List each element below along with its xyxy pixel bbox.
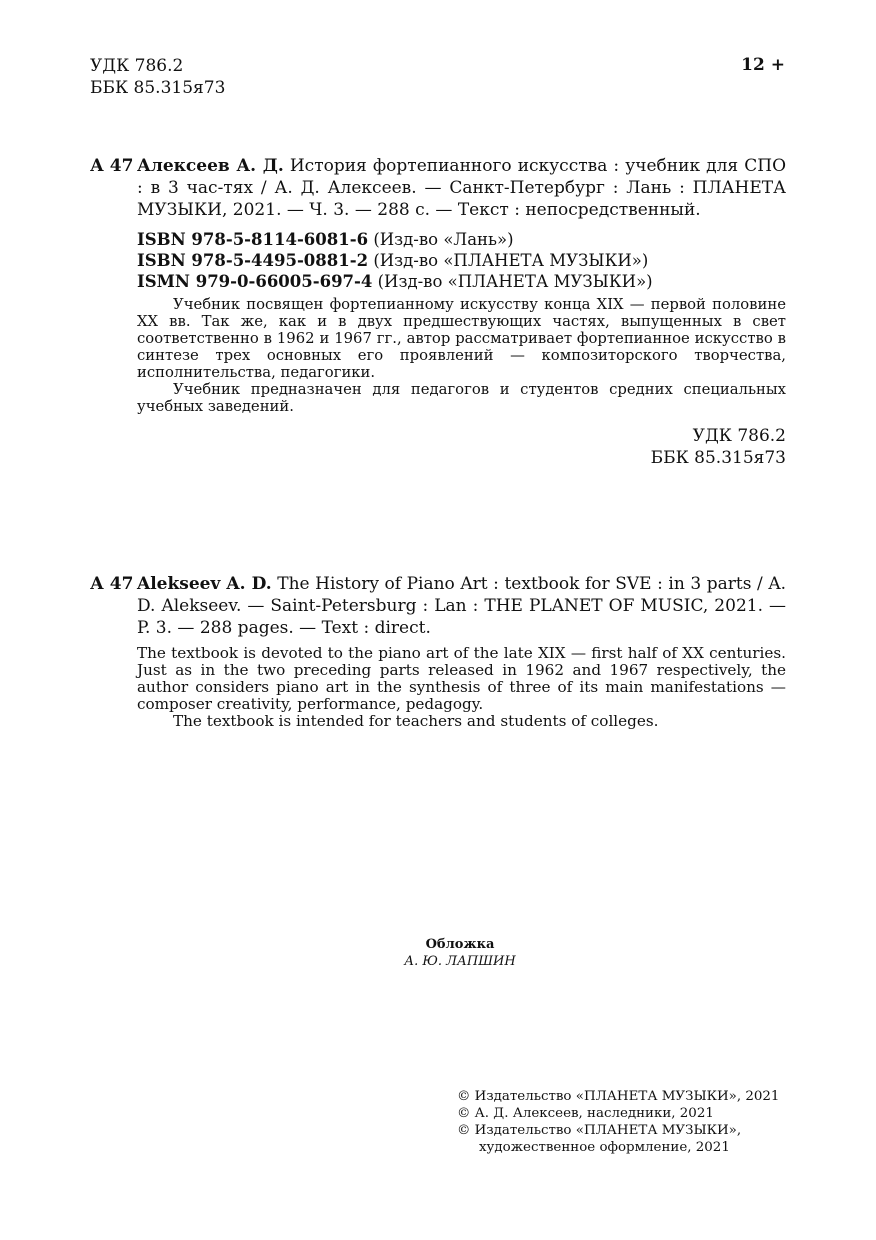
en-author-mark: А 47	[90, 574, 134, 594]
isbn-number: ISBN 978-5-4495-0881-2	[137, 251, 369, 270]
ru-annotation-paragraph-1: Учебник посвящен фортепианному искусству конца XIX — первой половине XX вв. Так же, как и в двух предшествующих частях, выпущенных в свет соответственно в 1962 и 1967 гг., автор рассматривает фортепианное искусство в синтезе трех основных его проявлений — композиторского творчества, исполнительства, педагогики.	[137, 296, 786, 381]
isbn-number: ISBN 978-5-8114-6081-6	[137, 230, 369, 249]
ru-description-paragraph	[90, 155, 786, 221]
ru-udk-code: УДК 786.2	[692, 426, 786, 446]
cover-credit	[0, 936, 876, 970]
ru-annotation	[90, 296, 786, 415]
en-annotation-paragraph-2: The textbook is intended for teachers and students of colleges.	[173, 712, 659, 730]
udk-code: УДК 786.2	[90, 56, 184, 76]
en-description-paragraph	[90, 573, 786, 639]
cover-label: Обложка	[425, 937, 495, 952]
copyright-line: © Издательство «ПЛАНЕТА МУЗЫКИ»,	[457, 1123, 742, 1138]
copyright-line: © Издательство «ПЛАНЕТА МУЗЫКИ», 2021	[457, 1089, 780, 1104]
bbk-code: ББК 85.315я73	[90, 78, 226, 98]
en-annotation	[90, 645, 786, 730]
ru-description: История фортепианного искусства : учебник для СПО : в 3 час-тях / А. Д. Алексеев. — Санкт-Петербург : Лань : ПЛАНЕТА МУЗЫКИ, 2021. — Ч. 3. — 288 с. — Текст : непосредственный.	[137, 156, 787, 220]
cover-artist: А. Ю. ЛАПШИН	[404, 954, 516, 969]
classification-block	[90, 55, 225, 99]
ru-author-mark: А 47	[90, 156, 134, 176]
age-rating: 12 +	[741, 55, 785, 75]
ismn-number: ISMN 979-0-66005-697-4	[137, 272, 373, 291]
en-description: The History of Piano Art : textbook for SVE : in 3 parts / A. D. Alekseev. — Saint-Petersburg : Lan : THE PLANET OF MUSIC, 2021. — P. 3. — 288 pages. — Text : direct.	[137, 574, 786, 638]
en-bibliographic-entry	[90, 573, 786, 730]
ru-annotation-paragraph-2: Учебник предназначен для педагогов и студентов средних специальных учебных заведений.	[137, 381, 786, 415]
en-annotation-paragraph-1: The textbook is devoted to the piano art of the late XIX — first half of XX centuries. Just as in the two preceding parts released in 1962 and 1967 respectively, the author considers piano art in the synthesis of three of its main manifestations — composer creativity, performance, pedagogy.	[137, 644, 786, 713]
isbn-line	[137, 271, 786, 292]
isbn-line	[137, 229, 786, 250]
ru-classification	[90, 425, 786, 469]
en-author: Alekseev A. D.	[137, 574, 272, 594]
ru-bbk-code: ББК 85.315я73	[650, 448, 786, 468]
isbn-publisher: (Изд-во «ПЛАНЕТА МУЗЫКИ»)	[377, 272, 653, 291]
ru-bibliographic-entry	[90, 155, 786, 469]
isbn-line	[137, 250, 786, 271]
isbn-publisher: (Изд-во «ПЛАНЕТА МУЗЫКИ»)	[373, 251, 649, 270]
copyright-line: © А. Д. Алексеев, наследники, 2021	[457, 1106, 714, 1121]
ru-author: Алексеев А. Д.	[137, 156, 284, 176]
isbn-list	[90, 229, 786, 292]
isbn-publisher: (Изд-во «Лань»)	[373, 230, 514, 249]
copyright-line: художественное оформление, 2021	[479, 1140, 730, 1155]
copyright-block	[457, 1088, 779, 1156]
